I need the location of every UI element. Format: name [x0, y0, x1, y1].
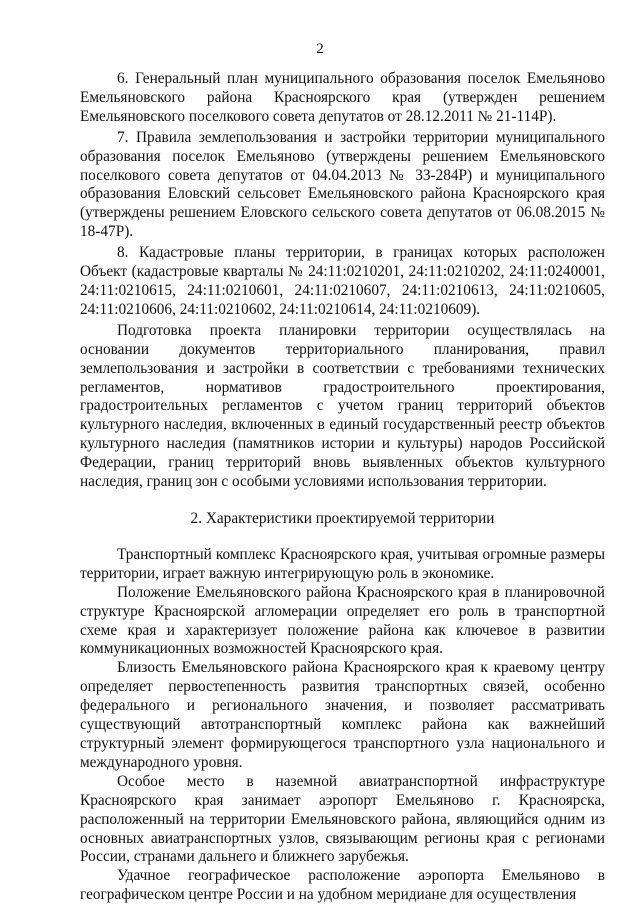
paragraph-district-position: Положение Емельяновского района Красноярского края в планировочной структуре Красноярской агломерации определяет его роль в транспортной схеме края и характеризует положение района как ключевое в развитии коммуникационных возможностей Красноярского края. — [80, 583, 605, 658]
paragraph-item-7: 7. Правила землепользования и застройки территории муниципального образования поселок Емельяново (утверждены решением Емельяновского поселкового совета депутатов от 04.04.2013 № 33-284Р) и муниципального образования Еловский сельсовет Емельяновского района Красноярского края (утверждены решением Еловского сельского совета депутатов от 06.08.2015 № 18-47Р). — [80, 128, 605, 241]
paragraph-geographic-location: Удачное географическое расположение аэропорта Емельяново в географическом центре России и на удобном меридиане для осуществления — [80, 867, 605, 904]
page-number: 2 — [316, 41, 324, 57]
paragraph-transport-complex: Транспортный комплекс Красноярского края, учитывая огромные размеры территории, играет важную интегрирующую роль в экономике. — [80, 545, 605, 582]
paragraph-item-8: 8. Кадастровые планы территории, в границах которых расположен Объект (кадастровые кварталы № 24:11:0210201, 24:11:0210202, 24:11:0240001, 24:11:0210615, 24:11:0210601, 24:11:0210607, 24:11:0210613, 24:11:0210605, 24:11:0210606, 24:11:0210602, 24:11:0210614, 24:11:0210609). — [80, 244, 605, 318]
paragraph-airport: Особое место в наземной авиатранспортной инфраструктуре Красноярского края занимает аэропорт Емельяново г. Красноярска, расположенный на территории Емельяновского района, являющийся одним из основных авиатранспортных узлов, связывающим регионы края с регионами России, странами дальнего и ближнего зарубежья. — [80, 772, 605, 866]
paragraph-preparation: Подготовка проекта планировки территории осуществлялась на основании документов территориального планирования, правил землепользования и застройки в соответствии с требованиями технических регламентов, нормативов градостроительного проектирования, градостроительных регламентов с учетом границ территорий объектов культурного наследия, включенных в единый государственный реестр объектов культурного наследия (памятников истории и культуры) народов Российской Федерации, границ территорий вновь выявленных объектов культурного наследия, границ зон с особыми условиями использования территории. — [80, 321, 605, 491]
paragraph-item-6: 6. Генеральный план муниципального образования поселок Емельяново Емельяновского района Красноярского края (утвержден решением Емельяновского поселкового совета депутатов от 28.12.2011 № 21-114Р). — [80, 70, 605, 125]
paragraph-proximity: Близость Емельяновского района Красноярского края к краевому центру определяет первостепенность развития транспортных связей, особенно федерального и регионального значения, и позволяет рассматривать существующий автотранспортный комплекс района как важнейший структурный элемент формирующегося транспортного узла национального и международного уровня. — [80, 659, 605, 771]
page-body — [80, 70, 605, 905]
section-heading: 2. Характеристики проектируемой территории — [190, 509, 495, 527]
